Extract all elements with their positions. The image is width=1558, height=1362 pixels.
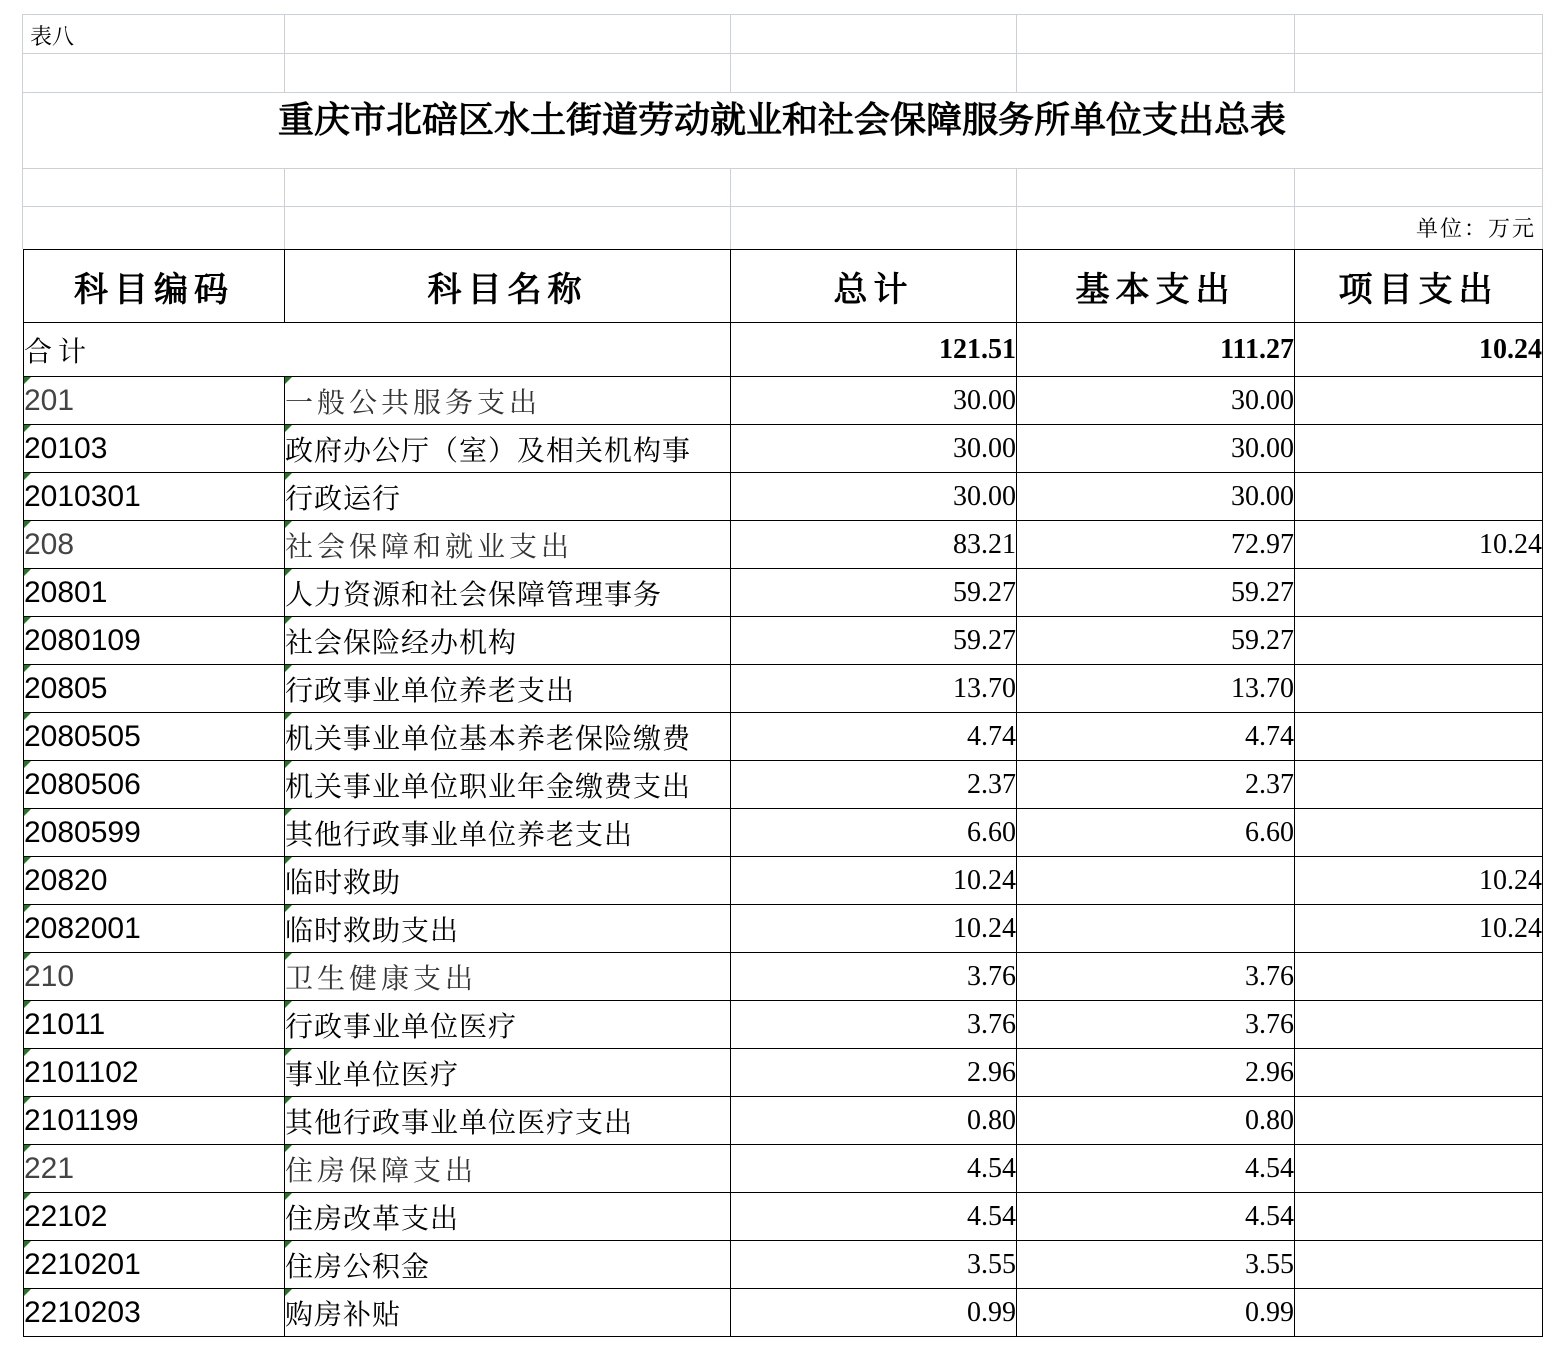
row-basic-text: 30.00 [1231,384,1294,416]
text-format-indicator-icon [285,809,292,816]
row-name[interactable] [285,1001,731,1049]
row-basic[interactable] [1017,953,1295,1001]
row-total[interactable] [731,1001,1017,1049]
row-basic[interactable] [1017,1193,1295,1241]
row-total[interactable] [731,761,1017,809]
row-code[interactable] [24,617,285,665]
row-basic[interactable] [1017,1049,1295,1097]
text-format-indicator-icon [285,857,292,864]
row-name[interactable] [285,521,731,569]
row-total[interactable] [731,1193,1017,1241]
row-basic-text: 2.96 [1245,1056,1294,1088]
row-name[interactable] [285,857,731,905]
row-name[interactable] [285,377,731,425]
header-basic[interactable]: 基本支出 [1017,250,1295,323]
row-name-text: 行政事业单位养老支出 [285,673,576,707]
row-project[interactable] [1295,425,1543,473]
row-total[interactable] [731,713,1017,761]
row-basic[interactable] [1017,857,1295,905]
text-format-indicator-icon [285,377,292,384]
row-project[interactable] [1295,617,1543,665]
table-row [24,713,1543,761]
text-format-indicator-icon [24,377,31,384]
row-name-text: 行政事业单位医疗 [285,1009,518,1043]
row-code[interactable] [24,473,285,521]
table-row [24,1097,1543,1145]
row-total[interactable] [731,569,1017,617]
row-total-text: 6.60 [967,816,1016,848]
header-project[interactable]: 项目支出 [1295,250,1543,323]
text-format-indicator-icon [24,569,31,576]
row-total-text: 30.00 [953,384,1016,416]
row-name[interactable] [285,425,731,473]
row-code-text: 2010301 [24,479,141,513]
row-code-text: 20820 [24,863,108,897]
table-row [24,953,1543,1001]
row-total[interactable] [731,377,1017,425]
row-code-text: 2080505 [24,719,141,753]
row-name-text: 机关事业单位基本养老保险缴费 [285,721,692,755]
row-project[interactable] [1295,905,1543,953]
row-basic[interactable] [1017,905,1295,953]
total-sum[interactable]: 121.51 [731,323,1017,377]
row-name-text: 临时救助支出 [285,913,460,947]
row-name[interactable] [285,1145,731,1193]
text-format-indicator-icon [285,761,292,768]
row-code[interactable] [24,713,285,761]
text-format-indicator-icon [24,857,31,864]
row-name[interactable] [285,809,731,857]
row-code[interactable] [24,1001,285,1049]
row-project[interactable] [1295,809,1543,857]
row-total[interactable] [731,1241,1017,1289]
row-code[interactable] [24,857,285,905]
table-row [24,809,1543,857]
row-total-text: 59.27 [953,624,1016,656]
row-code-text: 22102 [24,1199,108,1233]
row-basic[interactable] [1017,1289,1295,1337]
row-total-text: 10.24 [953,864,1016,896]
row-name[interactable] [285,665,731,713]
total-project[interactable]: 10.24 [1295,323,1543,377]
text-format-indicator-icon [24,761,31,768]
sheet-corner-label: 表八 [30,25,75,50]
row-code-text: 2080109 [24,623,141,657]
total-row [24,323,1543,377]
row-name-text: 社会保险经办机构 [285,625,518,659]
row-basic-text: 3.76 [1245,960,1294,992]
row-code-text: 20805 [24,671,108,705]
text-format-indicator-icon [285,569,292,576]
row-project[interactable] [1295,1241,1543,1289]
row-basic-text: 59.27 [1231,624,1294,656]
row-project[interactable] [1295,1097,1543,1145]
row-name[interactable] [285,761,731,809]
text-format-indicator-icon [24,1241,31,1248]
table-row [24,1193,1543,1241]
row-code-text: 2210203 [24,1295,141,1329]
row-total-text: 4.54 [967,1200,1016,1232]
row-name[interactable] [285,905,731,953]
row-code[interactable] [24,1241,285,1289]
text-format-indicator-icon [285,425,292,432]
row-total[interactable] [731,1097,1017,1145]
row-name-text: 其他行政事业单位养老支出 [285,817,634,851]
row-name[interactable] [285,569,731,617]
row-project[interactable] [1295,953,1543,1001]
row-basic[interactable] [1017,1145,1295,1193]
row-code[interactable] [24,809,285,857]
row-basic[interactable] [1017,761,1295,809]
header-code[interactable]: 科目编码 [24,250,285,323]
text-format-indicator-icon [285,905,292,912]
text-format-indicator-icon [24,425,31,432]
row-name-text: 政府办公厅（室）及相关机构事 [285,433,692,467]
row-basic[interactable] [1017,425,1295,473]
table-row [24,425,1543,473]
row-total-text: 2.96 [967,1056,1016,1088]
row-code-text: 2101102 [24,1055,139,1089]
row-total[interactable] [731,1145,1017,1193]
row-basic-text: 0.80 [1245,1104,1294,1136]
text-format-indicator-icon [285,1145,292,1152]
table-row [24,1289,1543,1337]
row-total-text: 10.24 [953,912,1016,944]
row-total[interactable] [731,665,1017,713]
row-project[interactable] [1295,1001,1543,1049]
row-total[interactable] [731,857,1017,905]
row-total-text: 4.54 [967,1152,1016,1184]
row-name-text: 一般公共服务支出 [285,385,542,419]
table-row [24,569,1543,617]
text-format-indicator-icon [24,1193,31,1200]
row-code[interactable] [24,905,285,953]
header-total[interactable]: 总计 [731,250,1017,323]
row-basic-text: 4.54 [1245,1200,1294,1232]
text-format-indicator-icon [285,1001,292,1008]
row-project[interactable] [1295,377,1543,425]
row-code[interactable] [24,953,285,1001]
row-code-text: 2082001 [24,911,141,945]
row-code-text: 221 [24,1151,75,1185]
text-format-indicator-icon [285,473,292,480]
row-project[interactable] [1295,1049,1543,1097]
row-basic-text: 3.55 [1245,1248,1294,1280]
text-format-indicator-icon [285,617,292,624]
row-name[interactable] [285,1241,731,1289]
total-label[interactable]: 合计 [24,323,731,377]
row-name-text: 人力资源和社会保障管理事务 [285,577,663,611]
table-row [24,761,1543,809]
row-name-text: 机关事业单位职业年金缴费支出 [285,769,692,803]
row-basic[interactable] [1017,473,1295,521]
row-code-text: 2080599 [24,815,141,849]
row-code-text: 2210201 [24,1247,141,1281]
text-format-indicator-icon [285,1097,292,1104]
text-format-indicator-icon [285,1193,292,1200]
row-total-text: 13.70 [953,672,1016,704]
row-name-text: 住房保障支出 [285,1153,478,1187]
row-basic[interactable] [1017,1001,1295,1049]
row-name-text: 购房补贴 [285,1297,402,1331]
row-name-text: 住房改革支出 [285,1201,460,1235]
text-format-indicator-icon [285,713,292,720]
text-format-indicator-icon [285,1049,292,1056]
text-format-indicator-icon [24,809,31,816]
row-project-text: 10.24 [1479,864,1542,896]
text-format-indicator-icon [24,1097,31,1104]
row-code[interactable] [24,1097,285,1145]
text-format-indicator-icon [24,617,31,624]
row-code-text: 2080506 [24,767,141,801]
row-total[interactable] [731,1289,1017,1337]
row-project[interactable] [1295,521,1543,569]
row-basic[interactable] [1017,617,1295,665]
text-format-indicator-icon [285,1241,292,1248]
row-code[interactable] [24,377,285,425]
row-code[interactable] [24,761,285,809]
row-name[interactable] [285,473,731,521]
text-format-indicator-icon [285,953,292,960]
row-name[interactable] [285,713,731,761]
header-row [24,250,1543,323]
row-code-text: 21011 [24,1007,106,1041]
row-project[interactable] [1295,473,1543,521]
row-name-text: 其他行政事业单位医疗支出 [285,1105,634,1139]
row-name[interactable] [285,1193,731,1241]
row-code-text: 2101199 [24,1103,139,1137]
row-code-text: 20103 [24,431,108,465]
row-total[interactable] [731,473,1017,521]
row-name[interactable] [285,953,731,1001]
row-name-text: 住房公积金 [285,1249,431,1283]
row-basic-text: 6.60 [1245,816,1294,848]
row-name[interactable] [285,617,731,665]
row-project[interactable] [1295,857,1543,905]
row-name-text: 社会保障和就业支出 [285,529,574,563]
row-total-text: 30.00 [953,432,1016,464]
row-total-text: 83.21 [953,528,1016,560]
row-name[interactable] [285,1097,731,1145]
row-basic[interactable] [1017,569,1295,617]
row-name-text: 临时救助 [285,865,402,899]
row-total-text: 2.37 [967,768,1016,800]
text-format-indicator-icon [24,1049,31,1056]
row-code-text: 20801 [24,575,108,609]
row-project[interactable] [1295,761,1543,809]
row-project-text: 10.24 [1479,912,1542,944]
row-code[interactable] [24,1049,285,1097]
row-total-text: 3.55 [967,1248,1016,1280]
row-name-text: 事业单位医疗 [285,1057,460,1091]
expenditure-table [23,249,1543,1337]
table-row [24,857,1543,905]
row-basic[interactable] [1017,665,1295,713]
row-code[interactable] [24,1193,285,1241]
row-project[interactable] [1295,713,1543,761]
row-project[interactable] [1295,569,1543,617]
text-format-indicator-icon [24,1145,31,1152]
row-total-text: 30.00 [953,480,1016,512]
row-code-text: 208 [24,527,75,561]
table-row [24,1001,1543,1049]
row-code[interactable] [24,665,285,713]
row-total-text: 0.80 [967,1104,1016,1136]
row-project-text: 10.24 [1479,528,1542,560]
table-row [24,521,1543,569]
row-name-text: 行政运行 [285,481,402,515]
row-name[interactable] [285,1049,731,1097]
row-basic-text: 4.74 [1245,720,1294,752]
table-row [24,473,1543,521]
row-total-text: 4.74 [967,720,1016,752]
row-code[interactable] [24,521,285,569]
row-basic-text: 13.70 [1231,672,1294,704]
row-code-text: 210 [24,959,75,993]
row-basic-text: 72.97 [1231,528,1294,560]
row-project[interactable] [1295,1193,1543,1241]
row-basic[interactable] [1017,521,1295,569]
row-code-text: 201 [24,383,75,417]
row-total[interactable] [731,1049,1017,1097]
row-basic-text: 59.27 [1231,576,1294,608]
row-basic-text: 30.00 [1231,480,1294,512]
row-basic-text: 3.76 [1245,1008,1294,1040]
row-total[interactable] [731,809,1017,857]
text-format-indicator-icon [24,713,31,720]
text-format-indicator-icon [24,1001,31,1008]
row-total-text: 3.76 [967,1008,1016,1040]
table-row [24,905,1543,953]
row-total-text: 59.27 [953,576,1016,608]
row-basic[interactable] [1017,1097,1295,1145]
row-basic[interactable] [1017,377,1295,425]
row-code[interactable] [24,1289,285,1337]
text-format-indicator-icon [24,665,31,672]
text-format-indicator-icon [285,1289,292,1296]
text-format-indicator-icon [285,665,292,672]
sheet-title: 重庆市北碚区水土街道劳动就业和社会保障服务所单位支出总表 [277,99,1286,141]
unit-label: 单位：万元 [1415,217,1536,242]
total-basic[interactable]: 111.27 [1017,323,1295,377]
row-code[interactable] [24,569,285,617]
row-total-text: 0.99 [967,1296,1016,1328]
row-total[interactable] [731,425,1017,473]
table-row [24,665,1543,713]
row-basic-text: 0.99 [1245,1296,1294,1328]
table-row [24,617,1543,665]
table-row [24,1145,1543,1193]
header-name[interactable]: 科目名称 [285,250,731,323]
text-format-indicator-icon [24,953,31,960]
row-total[interactable] [731,905,1017,953]
text-format-indicator-icon [24,905,31,912]
row-name-text: 卫生健康支出 [285,961,478,995]
row-project[interactable] [1295,1145,1543,1193]
text-format-indicator-icon [24,473,31,480]
text-format-indicator-icon [285,521,292,528]
row-basic[interactable] [1017,713,1295,761]
row-total-text: 3.76 [967,960,1016,992]
table-row [24,1241,1543,1289]
row-code[interactable] [24,425,285,473]
table-row [24,377,1543,425]
row-total[interactable] [731,521,1017,569]
text-format-indicator-icon [24,1289,31,1296]
row-name[interactable] [285,1289,731,1337]
row-basic[interactable] [1017,809,1295,857]
row-basic[interactable] [1017,1241,1295,1289]
text-format-indicator-icon [24,521,31,528]
table-row [24,1049,1543,1097]
row-basic-text: 2.37 [1245,768,1294,800]
row-code[interactable] [24,1145,285,1193]
row-basic-text: 30.00 [1231,432,1294,464]
row-total[interactable] [731,617,1017,665]
row-project[interactable] [1295,1289,1543,1337]
row-project[interactable] [1295,665,1543,713]
row-basic-text: 4.54 [1245,1152,1294,1184]
row-total[interactable] [731,953,1017,1001]
